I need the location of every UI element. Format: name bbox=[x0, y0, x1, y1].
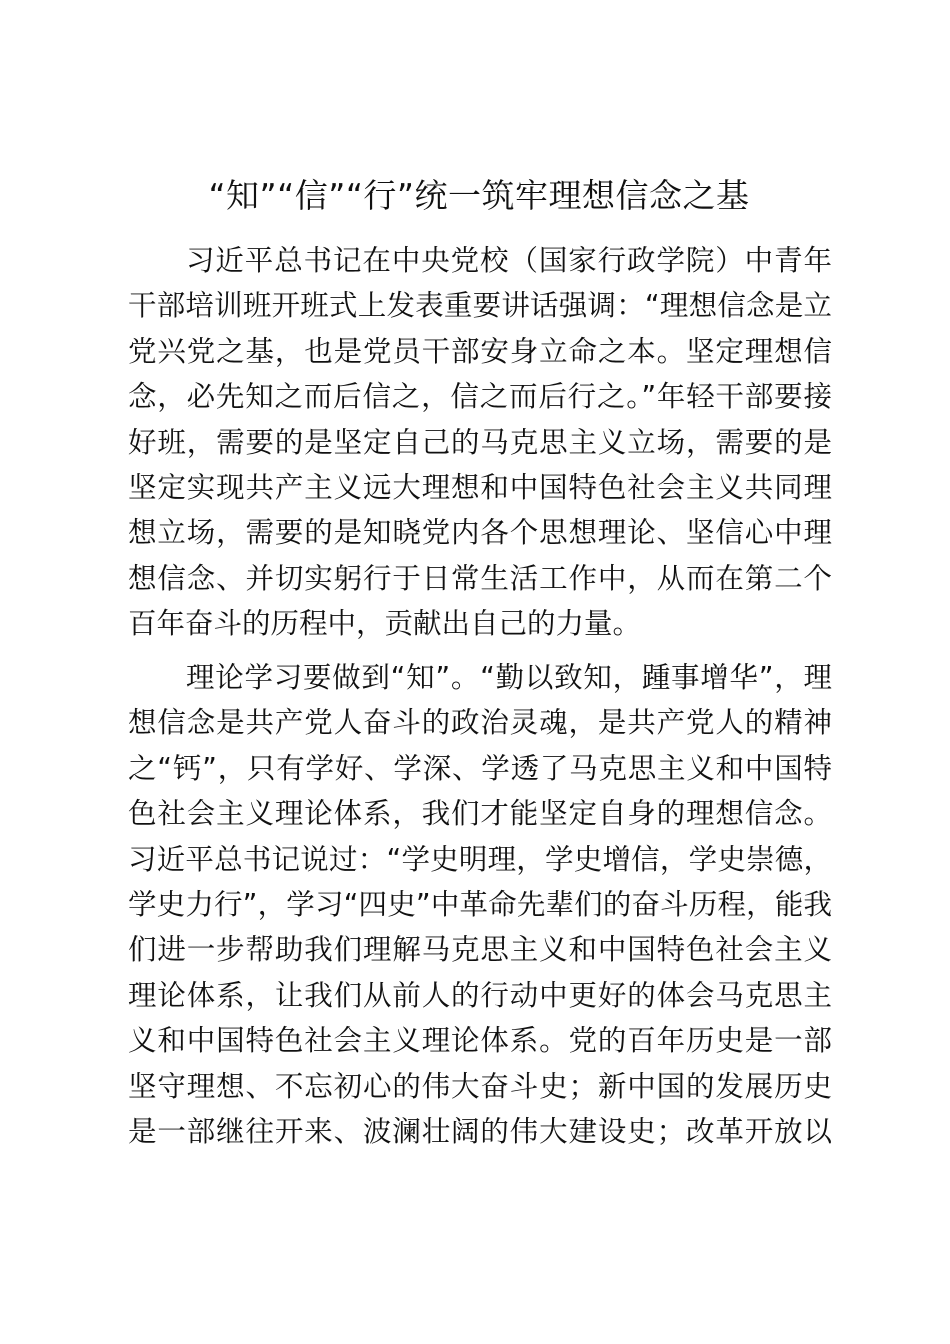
paragraph-line: 习近平总书记说过：“学史明理，学史增信，学史崇德， bbox=[128, 842, 832, 876]
paragraph-line: 习近平总书记在中央党校（国家行政学院）中青年 bbox=[186, 244, 832, 277]
paragraph-line: 之“钙”，只有学好、学深、学透了马克思主义和中国特 bbox=[128, 751, 832, 785]
paragraph-line: 色社会主义理论体系，我们才能坚定自身的理想信念。 bbox=[128, 797, 832, 831]
paragraph-2 bbox=[128, 655, 832, 1154]
paragraph-line: 好班，需要的是坚定自己的马克思主义立场，需要的是 bbox=[128, 425, 832, 459]
paragraph-line: 学史力行”，学习“四史”中革命先辈们的奋斗历程，能我 bbox=[128, 887, 832, 921]
paragraph-line: 念，必先知之而后信之，信之而后行之。”年轻干部要接 bbox=[128, 380, 832, 414]
paragraph-line: 想信念是共产党人奋斗的政治灵魂，是共产党人的精神 bbox=[128, 706, 832, 740]
paragraph-line: 党兴党之基，也是党员干部安身立命之本。坚定理想信 bbox=[128, 334, 832, 368]
paragraph-1 bbox=[128, 238, 832, 647]
paragraph-line: 百年奋斗的历程中，贡献出自己的力量。 bbox=[128, 607, 642, 641]
paragraph-line: 义和中国特色社会主义理论体系。党的百年历史是一部 bbox=[128, 1024, 832, 1058]
paragraph-line: 坚守理想、不忘初心的伟大奋斗史；新中国的发展历史 bbox=[128, 1069, 832, 1103]
paragraph-line: 们进一步帮助我们理解马克思主义和中国特色社会主义 bbox=[128, 933, 832, 967]
paragraph-line: 理论学习要做到“知”。“勤以致知，踵事增华”，理 bbox=[186, 661, 832, 694]
document-title: “知”“信”“行”统一筑牢理想信念之基 bbox=[208, 176, 750, 215]
paragraph-line: 想立场，需要的是知晓党内各个思想理论、坚信心中理 bbox=[128, 516, 832, 550]
paragraph-line: 坚定实现共产主义远大理想和中国特色社会主义共同理 bbox=[128, 470, 832, 504]
paragraph-line: 是一部继往开来、波澜壮阔的伟大建设史；改革开放以 bbox=[128, 1114, 832, 1148]
paragraph-line: 想信念、并切实躬行于日常生活工作中，从而在第二个 bbox=[128, 561, 832, 595]
paragraph-line: 理论体系，让我们从前人的行动中更好的体会马克思主 bbox=[128, 978, 832, 1012]
paragraph-line: 干部培训班开班式上发表重要讲话强调：“理想信念是立 bbox=[128, 289, 832, 323]
